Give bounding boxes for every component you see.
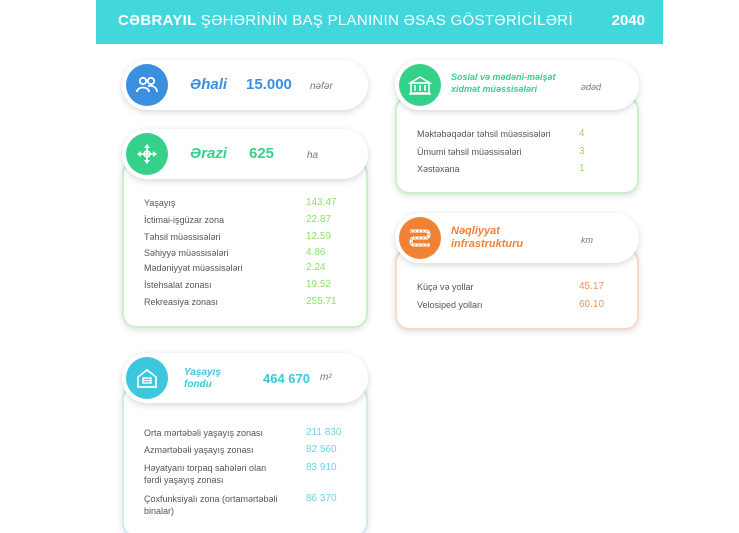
people-icon [126, 64, 168, 106]
social-row-value: 1 [579, 163, 585, 174]
territory-row-label: Səhiyyə müəssisələri [144, 248, 229, 258]
housing-label-line2: fondu [184, 379, 212, 390]
population-label: Əhali [190, 76, 228, 93]
territory-unit: ha [307, 150, 319, 161]
transport-unit: km [581, 235, 593, 245]
territory-row-value: 12.59 [306, 231, 332, 242]
territory-value: 625 [249, 145, 275, 162]
social-label-line1: Sosial və mədəni-məişət [451, 72, 556, 82]
transport-label-line2: infrastrukturu [451, 238, 524, 250]
territory-header [122, 129, 368, 179]
housing-row-label: Həyatyanı torpaq sahələri olan [144, 463, 267, 473]
transport-row-value: 60.10 [579, 299, 605, 310]
territory-row-value: 22.87 [306, 214, 332, 225]
housing-row-label-line2: binalar) [144, 506, 175, 516]
territory-row-value: 19.52 [306, 279, 332, 290]
social-unit: ədəd [581, 82, 602, 92]
transport-row-label: Küçə və yollar [417, 282, 474, 292]
header-year: 2040 [611, 12, 645, 29]
housing-value: 464 670 [263, 371, 310, 386]
social-row-value: 4 [579, 128, 585, 139]
territory-row-value: 4.86 [306, 247, 326, 258]
territory-card [122, 160, 368, 328]
housing-row-value: 83 910 [306, 462, 337, 473]
road-icon [399, 217, 441, 259]
social-row-label: Ümumi təhsil müəssisələri [417, 147, 522, 157]
header-banner [96, 0, 663, 44]
housing-label-line1: Yaşayış [184, 367, 221, 378]
territory-row-value: 143.47 [306, 197, 337, 208]
social-row-value: 3 [579, 146, 585, 157]
territory-row-value: 255.71 [306, 296, 337, 307]
territory-row-label: İstehsalat zonası [144, 280, 212, 290]
population-value: 15.000 [246, 76, 292, 93]
territory-row-label: Rekreasiya zonası [144, 297, 219, 307]
population-card [122, 60, 368, 110]
housing-row-label-line2: fərdi yaşayış zonası [144, 475, 224, 485]
title-city: CƏBRAYIL [118, 12, 197, 29]
social-row-label: Məktəbəqədər təhsil müəssisələri [417, 129, 551, 139]
housing-row-label: Orta mərtəbəli yaşayış zonası [144, 428, 264, 438]
social-label-line2: xidmət müəssisələri [451, 84, 538, 94]
housing-row-value: 211 830 [306, 427, 342, 438]
territory-row-label: İctimai-işgüzar zona [144, 215, 225, 225]
social-card [395, 96, 639, 194]
housing-row-value: 82 560 [306, 444, 337, 455]
territory-row-label: Mədəniyyət müəssisələri [144, 263, 243, 273]
population-unit: nəfər [310, 81, 333, 92]
house-icon [126, 357, 168, 399]
building-icon [399, 64, 441, 106]
social-row-label: Xəstəxana [417, 164, 460, 174]
housing-card [122, 385, 368, 533]
transport-label-line1: Nəqliyyat [451, 225, 500, 237]
housing-row-value: 86 370 [306, 493, 337, 504]
transport-row-value: 45.17 [579, 281, 605, 292]
territory-row-value: 2.24 [306, 262, 326, 273]
housing-unit: m² [320, 372, 332, 383]
territory-row-label: Yaşayış [144, 198, 176, 208]
housing-header [122, 353, 368, 403]
territory-row-label: Təhsil müəssisələri [144, 232, 221, 242]
page-title [118, 12, 573, 29]
arrows-move-icon [126, 133, 168, 175]
title-rest: ŞƏHƏRİNİN BAŞ PLANININ ƏSAS GÖSTƏRİCİLƏRİ [200, 12, 573, 29]
transport-row-label: Velosiped yolları [417, 300, 483, 310]
territory-label: Ərazi [190, 145, 228, 162]
transport-header [395, 213, 639, 263]
social-header [395, 60, 639, 110]
housing-row-label: Azmərtəbəli yaşayış zonası [144, 445, 254, 455]
housing-row-label: Çoxfunksiyalı zona (ortamərtəbəli [144, 494, 278, 504]
